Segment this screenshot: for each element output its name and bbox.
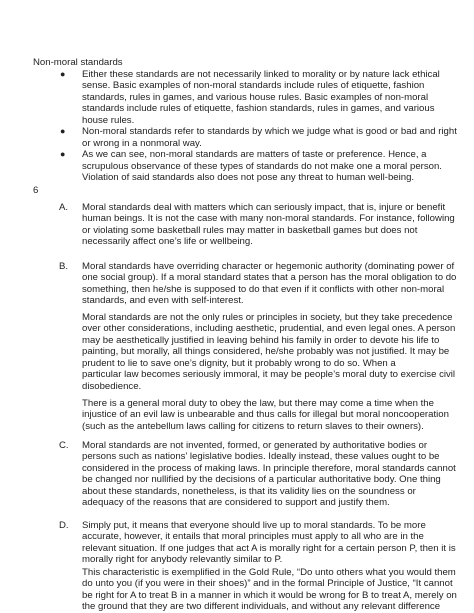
text-line: or violating some basketball rules may matter in basketball games but does not [82,225,418,236]
text-line: standards, and even with self-interest. [82,295,244,306]
section-heading: Non-moral standards [33,57,123,68]
item-letter: C. [59,440,69,451]
text-line: painting, but morally, all things considered, he/she probably was not justified. It may be [82,346,450,357]
text-line: one social group). If a moral standard states that a person has the moral obligation to do [82,272,457,283]
text-line: do unto you (if you were in their shoes)” and in the formal Principle of Justice, “It cannot [82,578,453,589]
text-line: As we can see, non-moral standards are matters of taste or preference. Hence, a [82,149,427,160]
text-line: Moral standards deal with matters which can seriously impact, that is, injure or benefit [82,202,446,213]
text-line: may be aesthetically justified in leaving behind his family in order to devote his life to [82,335,440,346]
text-line: Non-moral standards refer to standards by which we judge what is good or bad and right [82,126,457,137]
text-line: morally right for anybody relevantly similar to P. [82,554,283,565]
text-line: considered in the process of making laws. In principle therefore, moral standards cannot [82,463,456,474]
item-letter: D. [59,520,69,531]
text-line: Moral standards have overriding character or hegemonic authority (dominating power of [82,261,455,272]
text-line: human beings. It is not the case with many non-moral standards. For instance, following [82,213,455,224]
text-line: Moral standards are not invented, formed, or generated by authoritative bodies or [82,440,428,451]
text-line: Violation of said standards also does not pose any threat to human well-being. [82,172,415,183]
text-line: disobedience. [82,381,142,392]
text-line: standards include rules of etiquette, fashion standards, rules in games, and various [82,103,435,114]
text-line: Moral standards are not the only rules or principles in society, but they take precedence [82,312,453,323]
text-line: the ground that they are two different individuals, and without any relevant difference [82,601,441,612]
text-line: There is a general moral duty to obey the law, but there may come a time when the [82,398,434,409]
bullet-dot: ● [60,69,66,79]
bullet-dot: ● [60,126,66,136]
text-line: something, then he/she is supposed to do that even if it conflicts with other non-moral [82,284,445,295]
text-line: particular law becomes seriously immoral, it may be people’s moral duty to exercise civil [82,369,456,380]
text-line: relevant situation. If one judges that act A is morally right for a certain person P, then it is [82,543,456,554]
text-line: be changed nor nullified by the decisions of a particular authoritative body. One thing [82,474,441,485]
text-line: (such as the antebellum laws calling for citizens to return slaves to their owners). [82,421,424,432]
text-line: Simply put, it means that everyone should live up to moral standards. To be more [82,520,426,531]
text-line: about these standards, nonetheless, is that its validity lies on the soundness or [82,486,416,497]
text-line: scrupulous observance of these types of standards do not make one a moral person. [82,161,442,172]
text-line: prudent to lie to save one’s dignity, but it probably wrong to do so. When a [82,358,396,369]
text-line: injustice of an evil law is unbearable and thus calls for illegal but moral noncooperation [82,409,449,420]
text-line: persons such as nations’ legislative bodies. Ideally instead, these values ought to be [82,451,440,462]
text-line: Either these standards are not necessarily linked to morality or by nature lack ethical [82,69,440,80]
text-line: This characteristic is exemplified in the Gold Rule, “Do unto others what you would them [82,567,456,578]
text-line: over other considerations, including aesthetic, prudential, and even legal ones. A person [82,323,456,334]
text-line: accurate, however, it entails that moral principles must apply to all who are in the [82,531,424,542]
item-letter: A. [59,202,69,213]
text-line: standards, rules in games, and various house rules. Basic examples of non-moral [82,92,429,103]
section-number: 6 [33,185,39,196]
text-line: or wrong in a nonmoral way. [82,138,202,149]
text-line: be right for A to treat B in a manner in which it would be wrong for B to treat A, merely on [82,590,457,601]
bullet-dot: ● [60,149,66,159]
text-line: house rules. [82,115,135,126]
item-letter: B. [59,261,69,272]
text-line: necessarily affect one’s life or wellbeing. [82,236,253,247]
text-line: adequacy of the reasons that are considered to support and justify them. [82,497,390,508]
text-line: sense. Basic examples of non-moral standards include rules of etiquette, fashion [82,80,425,91]
